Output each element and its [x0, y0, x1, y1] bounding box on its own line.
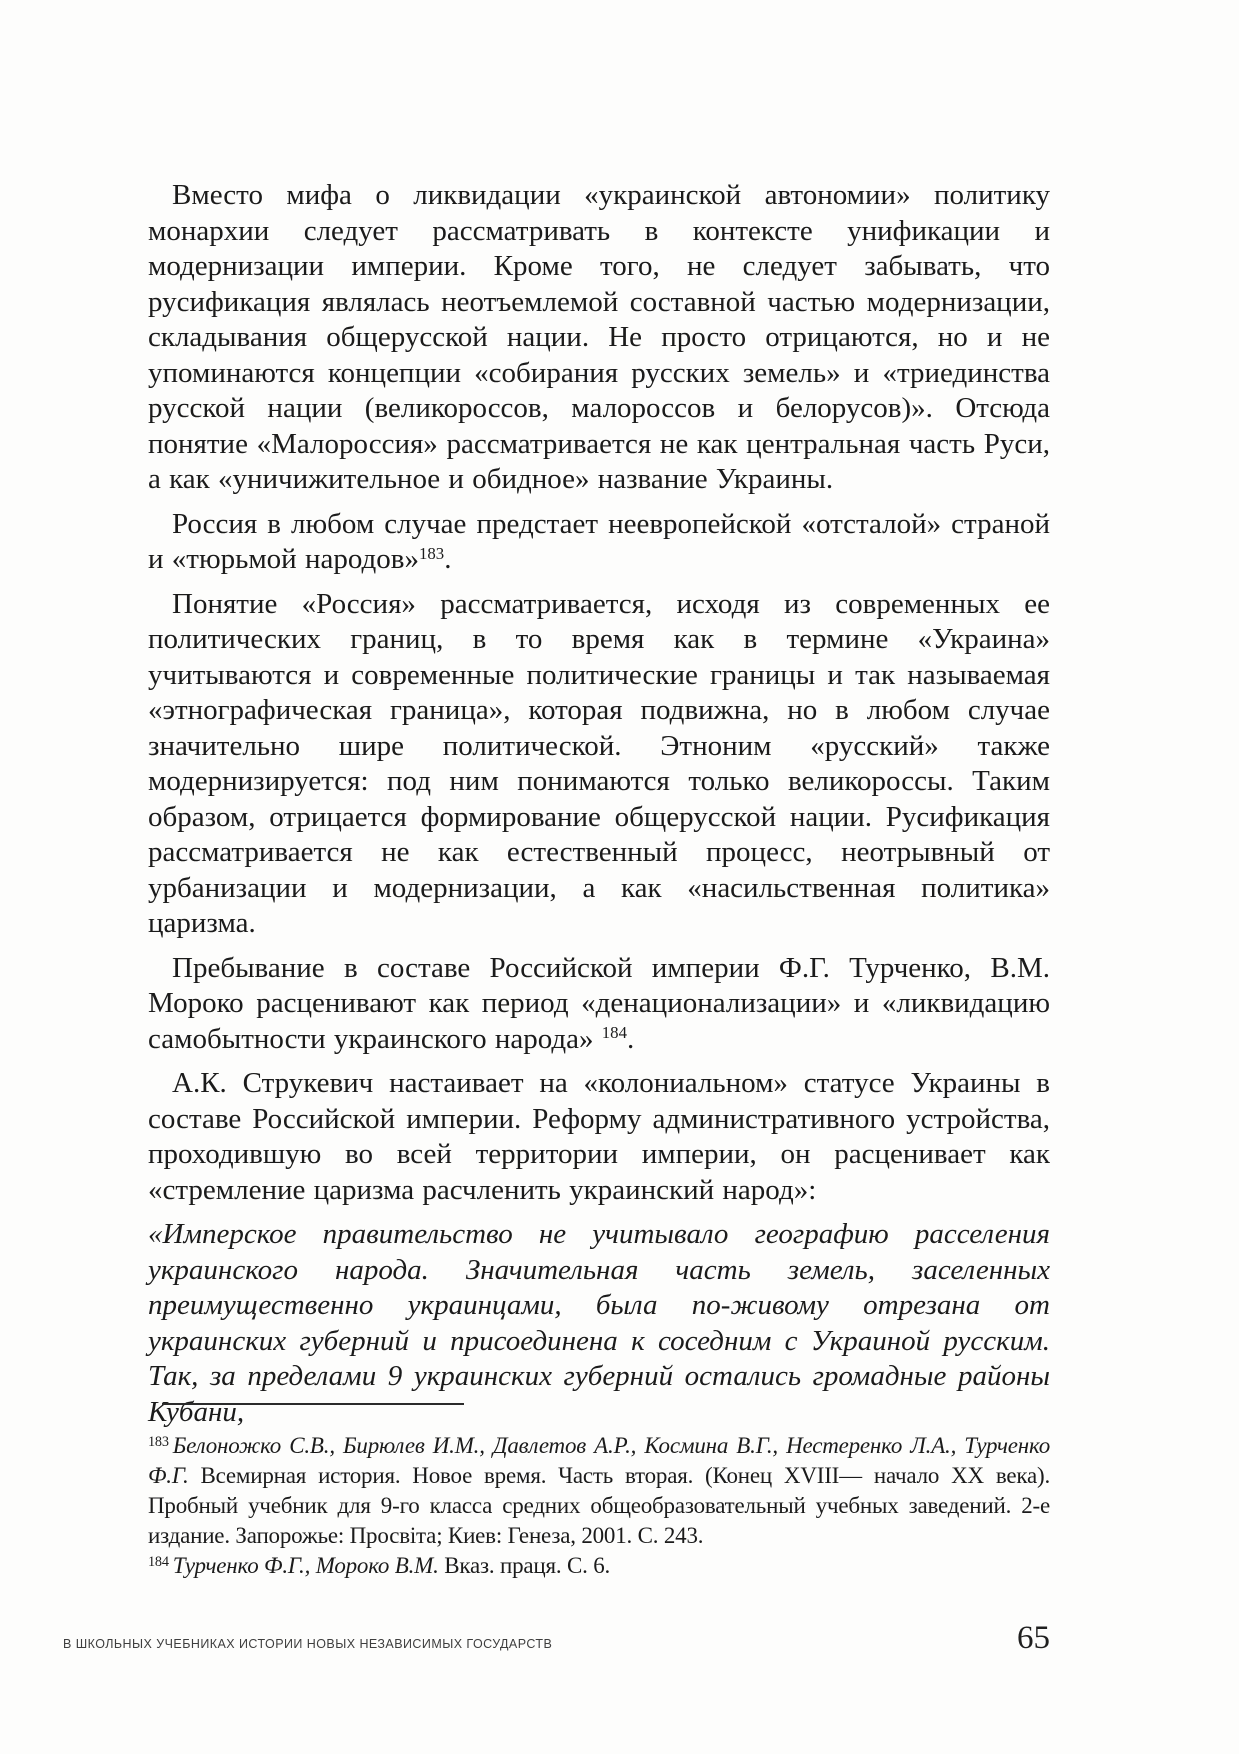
paragraph-text-tail: .: [444, 543, 452, 575]
footnote-text: Всемирная история. Новое время. Часть вторая. (Конец XVIII— начало XX века). Пробный учебник для 9-го класса средних общеобразовательный учебных заведений. 2-е издание. Запорожье: Просвіта; Киев: Генеза, 2001. С. 243.: [148, 1463, 1050, 1548]
paragraph-text-tail: .: [626, 1022, 635, 1055]
paragraph-text: А.К. Струкевич настаивает на «колониальном» статусе Украины в составе Российской империи. Реформу административного устройства, проходившую во всей территории империи, он расценивает как «стремление царизма расчленить украинский народ»:: [148, 1067, 1050, 1206]
page-footer: [63, 1620, 1050, 1657]
footnote-text: Вказ. праця. С. 6.: [438, 1553, 611, 1578]
paragraph-4: [148, 951, 1050, 1058]
running-title: В ШКОЛЬНЫХ УЧЕБНИКАХ ИСТОРИИ НОВЫХ НЕЗАВИСИМЫХ ГОСУДАРСТВ: [63, 1637, 553, 1651]
footnote-marker-183: 183: [148, 1433, 169, 1450]
footnote-authors: Белоножко С.В., Бирюлев И.М., Давлетов А.Р., Космина В.Г., Нестеренко Л.А., Турченко Ф.Г.: [148, 1433, 1050, 1488]
footnotes-section: [148, 1403, 1050, 1581]
paragraph-1: [148, 178, 1050, 498]
footnote-authors: Турченко Ф.Г., Мороко В.М.: [172, 1553, 439, 1578]
paragraph-text: Вместо мифа о ликвидации «украинской автономии» политику монархии следует рассматривать в контексте унификации и модернизации империи. Кроме того, не следует забывать, что русификация являлась неотъемлемой составной частью модернизации, складывания общерусской нации. Не просто отрицаются, но и не упоминаются концепции «собирания русских земель» и «триединства русской нации (великороссов, малороссов и белорусов)». Отсюда понятие «Малороссия» рассматривается не как центральная часть Руси, а как «уничижительное и обидное» название Украины.: [148, 179, 1050, 495]
paragraph-text: Понятие «Россия» рассматривается, исходя из современных ее политических границ, в то время как в термине «Украина» учитываются и современные политические границы и так называемая «этнографическая граница», которая подвижна, но в любом случае значительно шире политической. Этноним «русский» также модернизируется: под ним понимаются только великороссы. Таким образом, отрицается формирование общерусской нации. Русификация рассматривается не как естественный процесс, неотрывный от урбанизации и модернизации, а как «насильственная политика» царизма.: [148, 587, 1050, 939]
footnote-ref-183: 183: [418, 543, 445, 563]
footnote-184: [148, 1551, 1050, 1581]
page-body: [148, 178, 1050, 1439]
page-number: 65: [1017, 1620, 1050, 1656]
quote-paragraph: [148, 1217, 1050, 1430]
paragraph-text: Россия в любом случае предстает неевропейской «отсталой» страной и «тюрьмой народов»: [148, 507, 1050, 575]
footnote-marker-184: 184: [148, 1553, 169, 1570]
footnote-ref-184: 184: [601, 1023, 627, 1043]
footnote-183: [148, 1431, 1050, 1551]
paragraph-2: [148, 507, 1050, 578]
paragraph-5: [148, 1066, 1050, 1208]
footnote-separator: [162, 1403, 464, 1405]
quote-text: «Имперское правительство не учитывало географию расселения украинского народа. Значительная часть земель, заселенных преимущественно украинцами, была по-живому отрезана от украинских губерний и присоединена к соседним с Украиной русским. Так, за пределами 9 украинских губерний остались громадные районы Кубани,: [148, 1218, 1050, 1428]
paragraph-3: [148, 587, 1050, 942]
paragraph-text: Пребывание в составе Российской империи Ф.Г. Турченко, В.М. Мороко расценивают как период «денационализации» и «ликвидацию самобытности украинского народа»: [148, 951, 1050, 1055]
